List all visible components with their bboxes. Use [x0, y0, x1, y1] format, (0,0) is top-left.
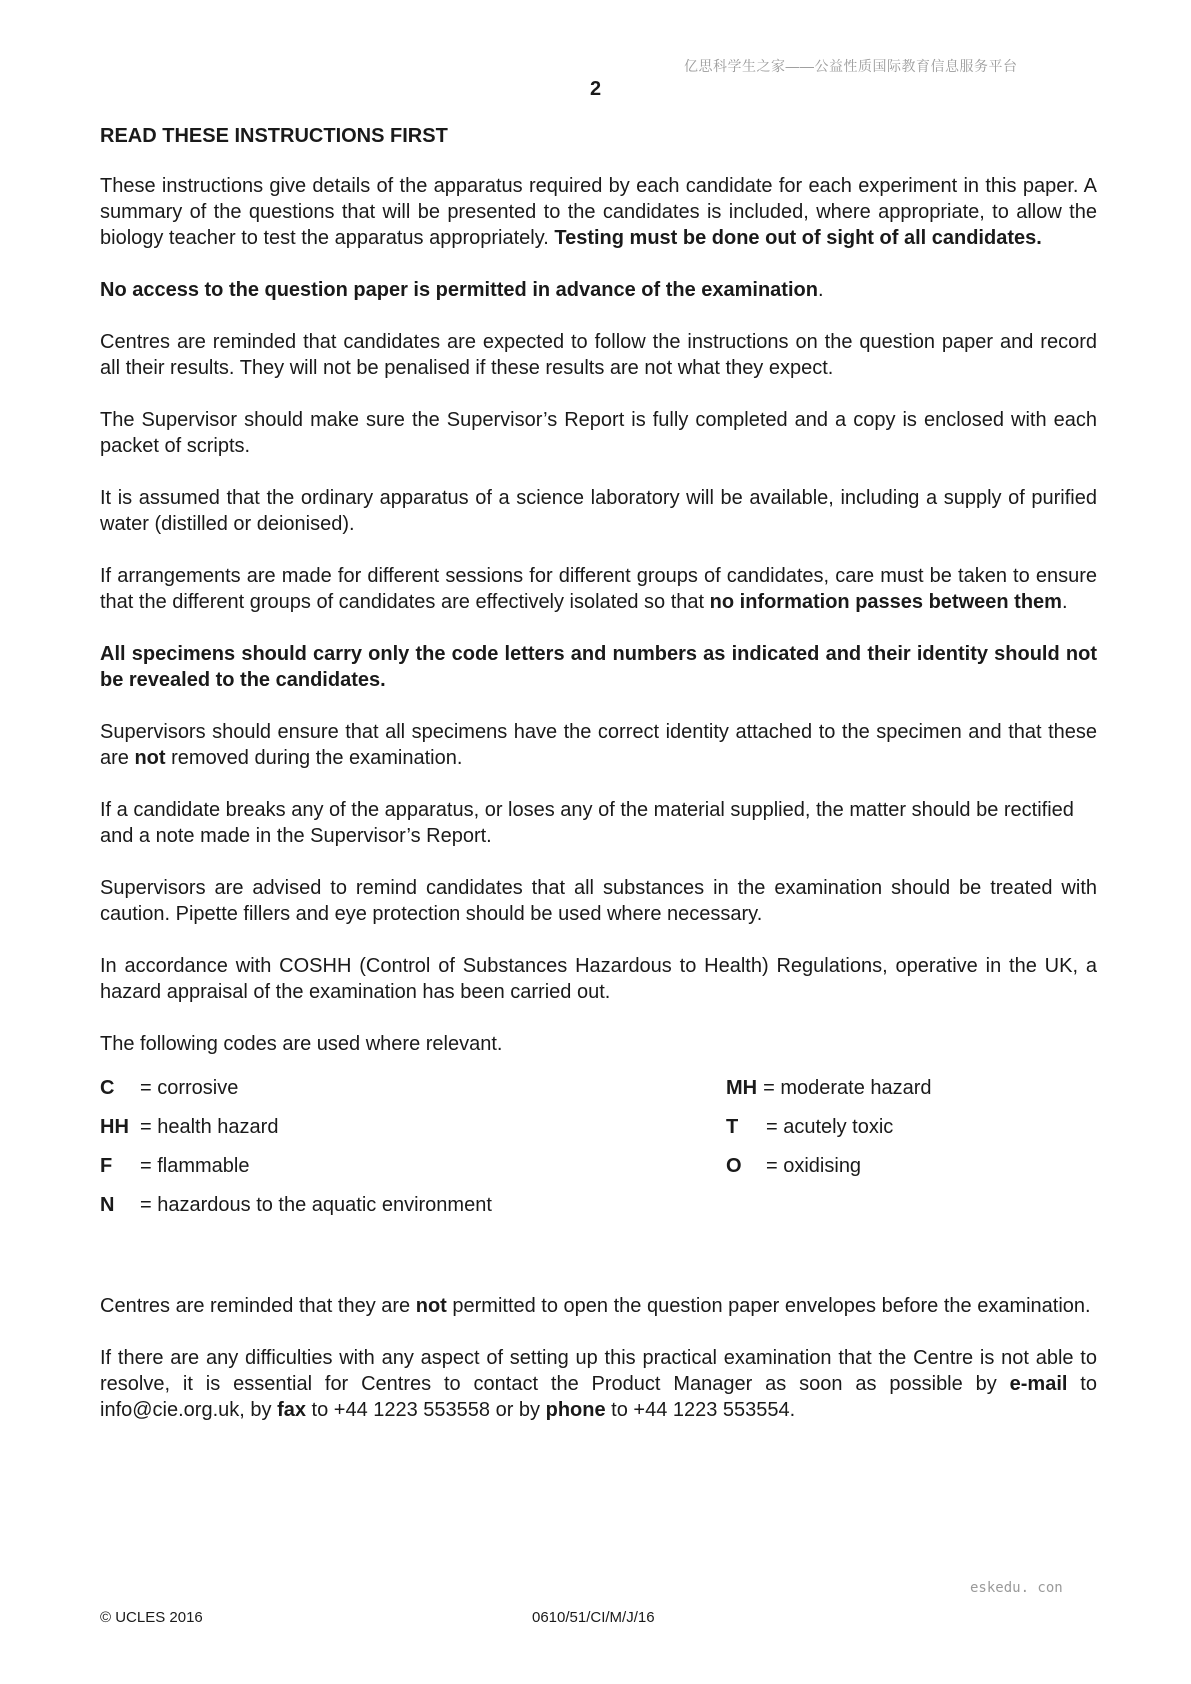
code-acutely-toxic [726, 1114, 893, 1140]
code-description: = moderate hazard [763, 1077, 932, 1099]
paragraph-specimen-identity-post: removed during the examination. [165, 747, 463, 769]
code-symbol: C [100, 1077, 115, 1099]
paragraph-sessions [100, 563, 1097, 615]
paragraph-envelopes-pre: Centres are reminded that they are [100, 1295, 416, 1317]
paragraph-no-access-tail: . [817, 279, 824, 301]
code-description: = hazardous to the aquatic environment [140, 1194, 492, 1216]
code-description: = corrosive [140, 1077, 239, 1099]
paragraph-specimen-identity-pre: Supervisors should ensure that all specimens have the correct identity attached to the specimen and that these are [100, 721, 1097, 769]
code-description: = acutely toxic [766, 1116, 894, 1138]
paragraph-follow-instructions: Centres are reminded that candidates are expected to follow the instructions on the question paper and record all their results. They will not be penalised if these results are not what they expect. [100, 331, 1097, 379]
code-symbol: O [726, 1155, 742, 1177]
code-aquatic-hazard [100, 1192, 492, 1218]
paragraph-breakage: If a candidate breaks any of the apparatus, or loses any of the material supplied, the matter should be rectified and a note made in the Supervisor’s Report. [100, 799, 1074, 847]
paragraph-specimen-identity [100, 719, 1097, 771]
code-oxidising [726, 1153, 861, 1179]
paragraph-contact-pre: If there are any difficulties with any aspect of setting up this practical examination that the Centre is not able to resolve, it is essential for Centres to contact the Product Manager as soon as possible by [100, 1347, 1097, 1395]
paragraph-sessions-bold: no information passes between them [709, 591, 1062, 613]
code-description: = health hazard [140, 1116, 279, 1138]
paragraph-no-access [100, 277, 1097, 303]
paragraph-apparatus-text: These instructions give details of the apparatus required by each candidate for each experiment in this paper. A summary of the questions that will be presented to the candidates is included, where appropriate, to allow the biology teacher to test the apparatus appropriately. [100, 175, 1097, 249]
email-value: to info@cie.org.uk, by [100, 1373, 1097, 1421]
page-title: READ THESE INSTRUCTIONS FIRST [100, 125, 448, 147]
footer-paper-code: 0610/51/CI/M/J/16 [532, 1609, 655, 1626]
paragraph-sessions-tail: . [1061, 591, 1068, 613]
paragraph-apparatus [100, 173, 1097, 251]
paragraph-caution: Supervisors are advised to remind candidates that all substances in the examination should be treated with caution. Pipette fillers and eye protection should be used where necessary. [100, 877, 1097, 925]
code-description: = flammable [140, 1155, 250, 1177]
code-flammable [100, 1153, 250, 1179]
paragraph-apparatus-bold: Testing must be done out of sight of all candidates. [554, 227, 1042, 249]
page-number: 2 [589, 78, 602, 100]
footer-watermark: eskedu. con [970, 1580, 1063, 1596]
code-symbol: T [726, 1116, 739, 1138]
document-body [100, 123, 1097, 1449]
paragraph-envelopes [100, 1293, 1097, 1319]
code-description: = oxidising [766, 1155, 862, 1177]
paragraph-no-access-bold: No access to the question paper is permitted in advance of the examination [100, 279, 818, 301]
paragraph-codes-intro: The following codes are used where relevant. [100, 1033, 503, 1055]
paragraph-specimens [100, 641, 1097, 693]
paragraph-envelopes-bold: not [415, 1295, 447, 1317]
email-label: e-mail [1009, 1373, 1068, 1395]
paragraph-ordinary-apparatus: It is assumed that the ordinary apparatus of a science laboratory will be available, including a supply of purified water (distilled or deionised). [100, 487, 1097, 535]
paragraph-coshh: In accordance with COSHH (Control of Substances Hazardous to Health) Regulations, operative in the UK, a hazard appraisal of the examination has been carried out. [100, 955, 1097, 1003]
code-corrosive [100, 1075, 238, 1101]
phone-value: to +44 1223 553554. [605, 1399, 796, 1421]
footer-copyright: © UCLES 2016 [100, 1609, 203, 1626]
fax-value: to +44 1223 553558 or by [305, 1399, 546, 1421]
paragraph-sessions-text: If arrangements are made for different sessions for different groups of candidates, care must be taken to ensure that the different groups of candidates are effectively isolated so that [100, 565, 1097, 613]
paragraph-specimen-identity-bold: not [134, 747, 166, 769]
code-symbol: MH [726, 1077, 758, 1099]
hazard-codes [100, 1075, 1097, 1265]
paragraph-specimens-bold: All specimens should carry only the code letters and numbers as indicated and their identity should not be revealed to the candidates. [100, 643, 1097, 691]
fax-label: fax [277, 1399, 306, 1421]
paragraph-supervisor-report: The Supervisor should make sure the Supervisor’s Report is fully completed and a copy is enclosed with each packet of scripts. [100, 409, 1097, 457]
paragraph-contact [100, 1345, 1097, 1423]
header-watermark: 亿思科学生之家——公益性质国际教育信息服务平台 [684, 58, 1018, 74]
code-symbol: F [100, 1155, 113, 1177]
code-moderate-hazard [726, 1075, 932, 1101]
code-health-hazard [100, 1114, 278, 1140]
paragraph-envelopes-post: permitted to open the question paper envelopes before the examination. [446, 1295, 1091, 1317]
phone-label: phone [545, 1399, 606, 1421]
code-symbol: HH [100, 1116, 129, 1138]
code-symbol: N [100, 1194, 115, 1216]
